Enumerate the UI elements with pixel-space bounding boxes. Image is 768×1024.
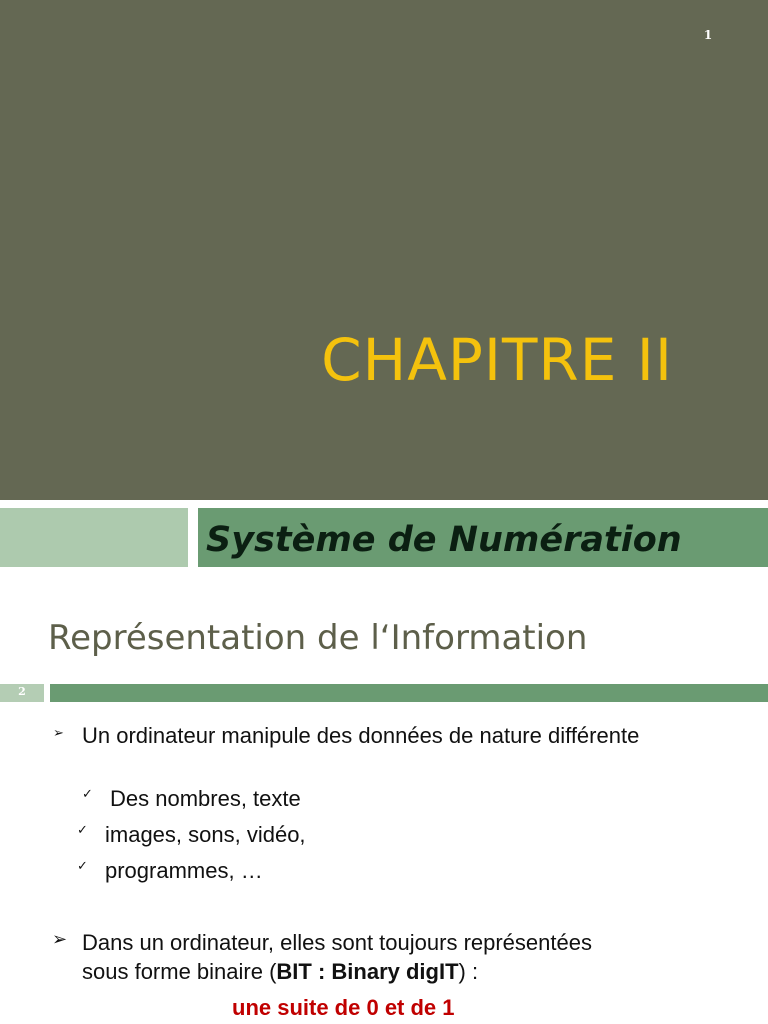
chapter-subtitle: Système de Numération: [206, 520, 682, 560]
list-item: images, sons, vidéo,: [105, 822, 306, 847]
bullet-text: Un ordinateur manipule des données de nature différente: [82, 723, 640, 748]
arrow-bullet-icon: ➢: [53, 726, 64, 741]
check-bullet-icon: ✓: [77, 859, 88, 874]
bullet-text: Dans un ordinateur, elles sont toujours représentées: [82, 930, 592, 955]
list-item: programmes, …: [105, 858, 263, 883]
bit-definition: BIT : Binary digIT: [276, 959, 459, 984]
list-item: Des nombres, texte: [110, 786, 301, 811]
bullet-text-plain: ) :: [458, 959, 479, 984]
arrow-bullet-icon: ➢: [52, 929, 68, 950]
subtitle-band-left: [0, 508, 188, 567]
chapter-title: CHAPITRE II: [321, 326, 673, 394]
highlight-text: une suite de 0 et de 1: [232, 995, 455, 1020]
check-bullet-icon: ✓: [77, 823, 88, 838]
slide-number: 2: [18, 685, 26, 698]
title-slide: [0, 0, 768, 500]
title-divider-bar: [50, 684, 768, 702]
slide-title: Représentation de l‘Information: [48, 618, 588, 658]
check-bullet-icon: ✓: [82, 787, 93, 802]
bullet-text-line2: [82, 959, 478, 985]
bullet-text-plain: sous forme binaire (: [82, 959, 277, 984]
slide-number: 1: [703, 28, 713, 42]
